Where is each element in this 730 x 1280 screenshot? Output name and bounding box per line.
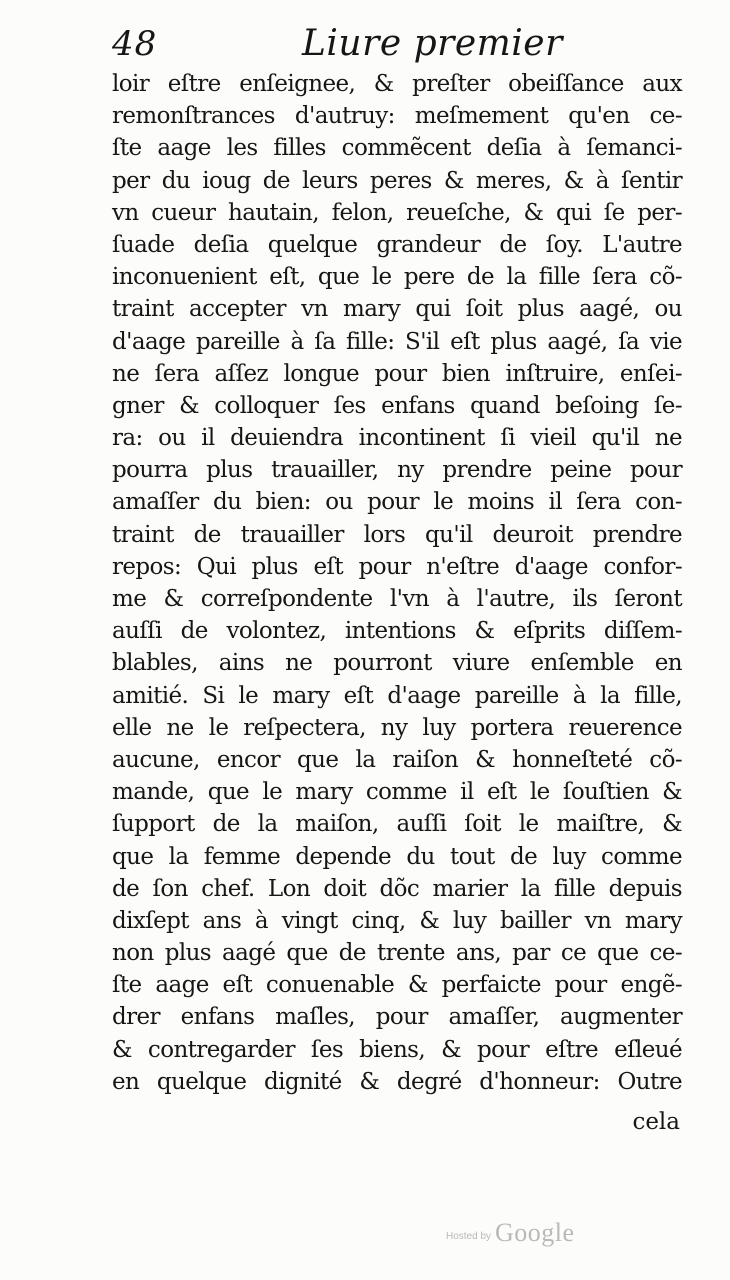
- text-line: que la femme depende du tout de luy comme: [112, 843, 682, 870]
- body-text: [112, 68, 682, 1098]
- text-line: ra: ou il deuiendra incontinent ſi vieil qu'il ne: [112, 425, 682, 452]
- text-line: gner & colloquer ſes enfans quand beſoing ſe-: [112, 392, 682, 419]
- text-line: pourra plus trauailler, ny prendre peine pour: [112, 457, 682, 484]
- text-line: ſupport de la maiſon, auſſi ſoit le maiſtre, &: [112, 811, 682, 838]
- text-line: auſſi de volontez, intentions & eſprits diſſem-: [112, 618, 682, 645]
- text-line: remonſtrances d'autruy: meſmement qu'en ce-: [112, 103, 682, 130]
- text-line: loir eſtre enſeignee, & preſter obeiſſance aux: [112, 71, 682, 97]
- text-line: me & correſpondente l'vn à l'autre, ils ſeront: [112, 586, 682, 612]
- page-number: 48: [112, 24, 158, 64]
- text-line: ſuade deſia quelque grandeur de ſoy. L'autre: [112, 231, 682, 258]
- watermark-hosted-by: Hosted by: [446, 1231, 492, 1242]
- text-line: ſte aage les filles commẽcent deſia à ſemanci-: [112, 135, 682, 162]
- text-line: & contregarder ſes biens, & pour eſtre eſleué: [112, 1036, 682, 1063]
- text-line: amitié. Si le mary eſt d'aage pareille à la fille,: [112, 682, 682, 709]
- text-line: per du ioug de leurs peres & meres, & à ſentir: [112, 167, 682, 194]
- text-line: repos: Qui plus eſt pour n'eſtre d'aage confor-: [112, 553, 682, 580]
- text-line: en quelque dignité & degré d'honneur: Outre: [112, 1068, 682, 1095]
- text-line: de ſon chef. Lon doit dõc marier la fille depuis: [112, 875, 682, 902]
- catchword: cela: [632, 1109, 680, 1135]
- text-line: drer enfans maſles, pour amaſſer, augmenter: [112, 1004, 682, 1031]
- text-line: traint accepter vn mary qui ſoit plus aagé, ou: [112, 296, 682, 323]
- google-logo: Google: [495, 1218, 575, 1247]
- google-watermark: [446, 1218, 575, 1248]
- text-line: ne ſera aſſez longue pour bien inſtruire, enſei-: [112, 360, 682, 387]
- text-line: dixſept ans à vingt cinq, & luy bailler vn mary: [112, 907, 682, 934]
- text-line: amaſſer du bien: ou pour le moins il ſera con-: [112, 489, 682, 516]
- text-line: non plus aagé que de trente ans, par ce que ce-: [112, 940, 682, 967]
- text-line: aucune, encor que la raiſon & honneſteté cõ-: [112, 746, 682, 773]
- text-line: elle ne le reſpectera, ny luy portera reuerence: [112, 714, 682, 741]
- text-line: vn cueur hautain, felon, reueſche, & qui ſe per-: [112, 199, 682, 226]
- text-line: inconuenient eſt, que le pere de la fille ſera cõ-: [112, 264, 682, 291]
- text-line: blables, ains ne pourront viure enſemble en: [112, 650, 682, 677]
- running-title: Liure premier: [302, 23, 563, 64]
- text-line: ſte aage eſt conuenable & perfaicte pour engẽ-: [112, 972, 682, 999]
- text-line: mande, que le mary comme il eſt le ſouſtien &: [112, 779, 682, 806]
- text-line: traint de trauailler lors qu'il deuroit prendre: [112, 521, 682, 548]
- page-header: [112, 20, 672, 70]
- text-line: d'aage pareille à ſa fille: S'il eſt plus aagé, ſa vie: [112, 328, 682, 355]
